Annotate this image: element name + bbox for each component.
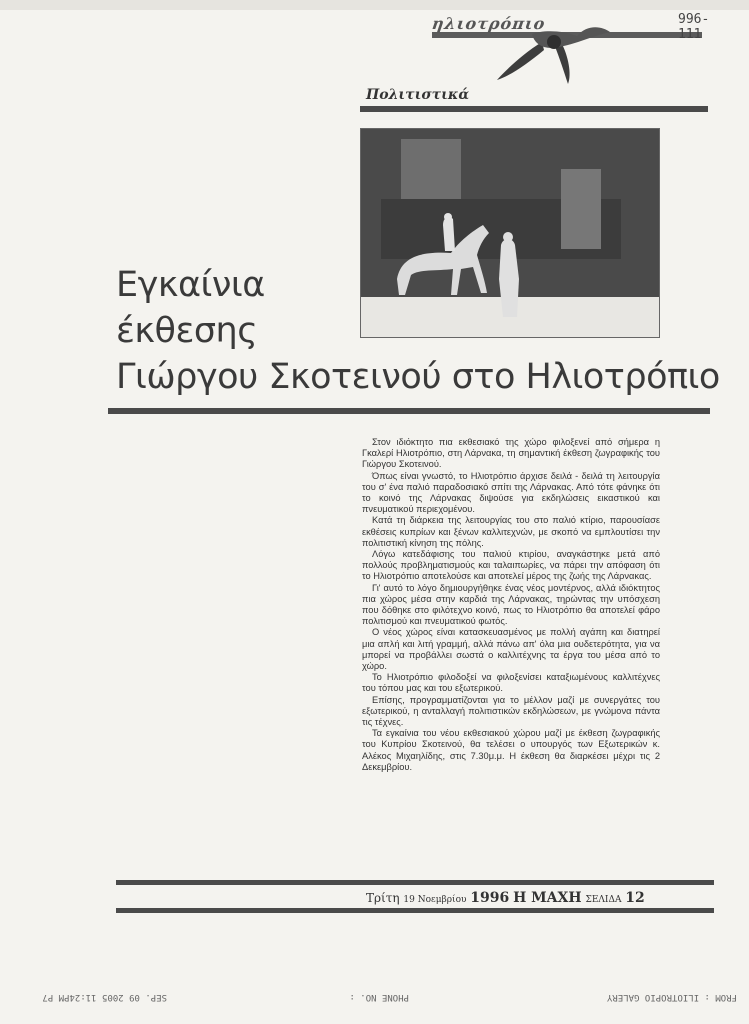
article-paragraph: Γι' αυτό το λόγο δημιουργήθηκε ένας νέος μοντέρνος, αλλά ιδιόκτητος πια χώρος μέσα στην καρδιά της Λάρνακας, τηρώντας την υπόσχεση που δόθηκε στο φιλότεχνο κοινό, πως το Ηλιοτρόπιο θα αποτελεί φάρο πολιτισμού και πνευματικού φωτός. <box>362 582 660 627</box>
article-paragraph: Όπως είναι γνωστό, το Ηλιοτρόπιο άρχισε δειλά - δειλά τη λειτουργία του σ' ένα παλιό παραδοσιακό σπίτι της Λάρνακας. Από τότε φάνηκε ότι το κοινό της Λάρνακας διψούσε για εκδηλώσεις εικαστικού και πνευματικού περιεχομένου. <box>362 470 660 515</box>
fax-phone: PHONE NO. : <box>349 992 409 1002</box>
footer-day: Τρίτη <box>366 891 400 905</box>
footer-paper: Η ΜΑΧΗ <box>513 890 582 906</box>
fax-stamp: SEP. 09 2005 11:24PM P7 <box>42 992 167 1002</box>
scan-edge <box>0 0 749 10</box>
footer-dateline <box>366 890 666 906</box>
article-paragraph: Στον ιδιόκτητο πια εκθεσιακό της χώρο φιλοξενεί από σήμερα η Γκαλερί Ηλιοτρόπιο, στη Λάρνακα, τη σημαντική έκθεση ζωγραφικής του Γιώργου Σκοτεινού. <box>362 437 660 470</box>
footer-page-word: ΣΕΛΙΔΑ <box>585 895 622 905</box>
headline-rule <box>108 408 710 414</box>
footer-rule-top <box>116 880 714 885</box>
article-paragraph: Επίσης, προγραμματίζονται για το μέλλον μαζί με συνεργάτες του εξωτερικού, η ανταλλαγή πολιτιστικών εκδηλώσεων, με γνώμονα πάντα τις τέχνες. <box>362 694 660 728</box>
section-rule <box>360 106 708 112</box>
footer-page-num: 12 <box>625 890 645 906</box>
article-paragraph: Ο νέος χώρος είναι κατασκευασμένος με πολλή αγάπη και διατηρεί μια απλή και λιτή γραμμή, αλλά πάνω απ' όλα μια ουδετερότητα, για να μπορεί να προβάλλει σωστά ο καλλιτέχνης τα έργα του μέσα από το χώρο. <box>362 627 660 672</box>
handwritten-page-ref: 996-111 <box>678 12 710 42</box>
article-body <box>362 437 660 773</box>
article-paragraph: Λόγω κατεδάφισης του παλιού κτιρίου, αναγκάστηκε μετά από πολλούς προβληματισμούς και ταλαιπωρίες, να πάρει την απόφαση ότι το Ηλιοτρόπιο αποτελούσε και αποτελεί μέρος της ζωής της Λάρνακας. <box>362 549 660 582</box>
fax-from: FROM : ILIOTROPIO GALERY <box>606 992 737 1002</box>
article-paragraph: Κατά τη διάρκεια της λειτουργίας του στο παλιό κτίριο, παρουσίασε εκθέσεις κυπρίων και ξένων καλλιτεχνών, με σκοπό να εμπλουτίσει την πολιτιστική κίνηση της πόλης. <box>362 515 660 548</box>
ribbon-logo <box>492 14 612 84</box>
section-label: Πολιτιστικά <box>366 87 470 103</box>
headline-line-2: έκθεσης <box>116 311 258 351</box>
fax-header <box>0 986 749 1002</box>
footer-rule-bottom <box>116 908 714 913</box>
article-paragraph: Το Ηλιοτρόπιο φιλοδοξεί να φιλοξενίσει καταξιωμένους καλλιτέχνες του τόπου μας και του εξωτερικού. <box>362 672 660 694</box>
masthead-name: ηλιοτρόπιο <box>430 14 547 33</box>
headline-line-3: Γιώργου Σκοτεινού στο Ηλιοτρόπιο <box>116 357 720 397</box>
masthead <box>432 12 732 82</box>
article-paragraph: Τα εγκαίνια του νέου εκθεσιακού χώρου μαζί με έκθεση ζωγραφικής του Κυπρίου Σκοτεινού, θα τελέσει ο υπουργός των Εξωτερικών κ. Αλέκος Μιχαηλίδης, στις 7.30μ.μ. Η έκθεση θα διαρκέσει μέχρι τις 2 Δεκεμβρίου. <box>362 728 660 772</box>
footer-year: 1996 <box>470 890 510 906</box>
footer-date: 19 Νοεμβρίου <box>403 895 467 905</box>
headline <box>116 262 720 400</box>
headline-line-1: Εγκαίνια <box>116 265 265 305</box>
